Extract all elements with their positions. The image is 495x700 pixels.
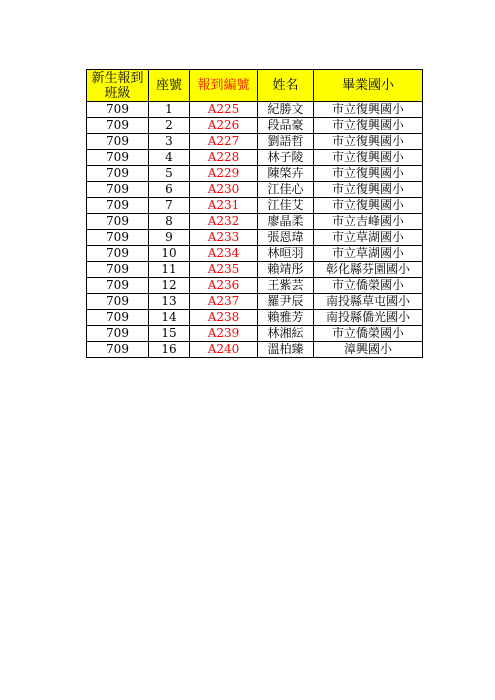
name-cell: 張恩瑋 bbox=[258, 230, 314, 246]
school-cell: 市立吉峰國小 bbox=[314, 214, 423, 230]
registration-number-cell: A227 bbox=[190, 134, 258, 150]
name-cell: 林湘紜 bbox=[258, 326, 314, 342]
class-cell: 709 bbox=[87, 342, 149, 358]
table-row bbox=[87, 166, 423, 182]
school-cell: 市立復興國小 bbox=[314, 150, 423, 166]
registration-number-cell: A233 bbox=[190, 230, 258, 246]
registration-number-cell: A237 bbox=[190, 294, 258, 310]
table-row bbox=[87, 214, 423, 230]
name-cell: 林晅羽 bbox=[258, 246, 314, 262]
registration-number-cell: A235 bbox=[190, 262, 258, 278]
spreadsheet bbox=[86, 69, 423, 358]
seat-number-cell: 16 bbox=[149, 342, 190, 358]
name-cell: 陳棨卉 bbox=[258, 166, 314, 182]
student-table bbox=[86, 69, 423, 358]
header-registration-number: 報到編號 bbox=[190, 70, 258, 102]
school-cell: 漳興國小 bbox=[314, 342, 423, 358]
registration-number-cell: A240 bbox=[190, 342, 258, 358]
school-cell: 南投縣僑光國小 bbox=[314, 310, 423, 326]
school-cell: 市立復興國小 bbox=[314, 134, 423, 150]
school-cell: 市立草湖國小 bbox=[314, 230, 423, 246]
table-row bbox=[87, 342, 423, 358]
table-row bbox=[87, 102, 423, 118]
seat-number-cell: 2 bbox=[149, 118, 190, 134]
name-cell: 江佳心 bbox=[258, 182, 314, 198]
school-cell: 南投縣草屯國小 bbox=[314, 294, 423, 310]
seat-number-cell: 11 bbox=[149, 262, 190, 278]
header-seat-number: 座號 bbox=[149, 70, 190, 102]
table-row bbox=[87, 198, 423, 214]
school-cell: 市立復興國小 bbox=[314, 102, 423, 118]
seat-number-cell: 10 bbox=[149, 246, 190, 262]
class-cell: 709 bbox=[87, 102, 149, 118]
name-cell: 江佳艾 bbox=[258, 198, 314, 214]
registration-number-cell: A236 bbox=[190, 278, 258, 294]
class-cell: 709 bbox=[87, 134, 149, 150]
table-row bbox=[87, 150, 423, 166]
registration-number-cell: A238 bbox=[190, 310, 258, 326]
name-cell: 溫柏臻 bbox=[258, 342, 314, 358]
header-name: 姓名 bbox=[258, 70, 314, 102]
name-cell: 羅尹辰 bbox=[258, 294, 314, 310]
registration-number-cell: A230 bbox=[190, 182, 258, 198]
class-cell: 709 bbox=[87, 294, 149, 310]
table-row bbox=[87, 230, 423, 246]
name-cell: 紀勝文 bbox=[258, 102, 314, 118]
school-cell: 市立草湖國小 bbox=[314, 246, 423, 262]
registration-number-cell: A234 bbox=[190, 246, 258, 262]
table-row bbox=[87, 246, 423, 262]
table-row bbox=[87, 310, 423, 326]
class-cell: 709 bbox=[87, 278, 149, 294]
registration-number-cell: A239 bbox=[190, 326, 258, 342]
registration-number-cell: A228 bbox=[190, 150, 258, 166]
name-cell: 王紫芸 bbox=[258, 278, 314, 294]
seat-number-cell: 3 bbox=[149, 134, 190, 150]
name-cell: 賴靖彤 bbox=[258, 262, 314, 278]
name-cell: 廖晶柔 bbox=[258, 214, 314, 230]
registration-number-cell: A226 bbox=[190, 118, 258, 134]
seat-number-cell: 1 bbox=[149, 102, 190, 118]
class-cell: 709 bbox=[87, 326, 149, 342]
school-cell: 市立復興國小 bbox=[314, 118, 423, 134]
name-cell: 林子陵 bbox=[258, 150, 314, 166]
table-row bbox=[87, 118, 423, 134]
name-cell: 劉語哲 bbox=[258, 134, 314, 150]
seat-number-cell: 9 bbox=[149, 230, 190, 246]
table-row bbox=[87, 262, 423, 278]
registration-number-cell: A232 bbox=[190, 214, 258, 230]
seat-number-cell: 12 bbox=[149, 278, 190, 294]
seat-number-cell: 14 bbox=[149, 310, 190, 326]
class-cell: 709 bbox=[87, 310, 149, 326]
school-cell: 市立僑榮國小 bbox=[314, 278, 423, 294]
school-cell: 市立復興國小 bbox=[314, 198, 423, 214]
table-row bbox=[87, 326, 423, 342]
seat-number-cell: 8 bbox=[149, 214, 190, 230]
table-row bbox=[87, 182, 423, 198]
header-row bbox=[87, 70, 423, 102]
class-cell: 709 bbox=[87, 166, 149, 182]
registration-number-cell: A229 bbox=[190, 166, 258, 182]
school-cell: 市立復興國小 bbox=[314, 182, 423, 198]
school-cell: 市立僑榮國小 bbox=[314, 326, 423, 342]
seat-number-cell: 13 bbox=[149, 294, 190, 310]
header-class: 新生報到 班級 bbox=[87, 70, 149, 102]
class-cell: 709 bbox=[87, 262, 149, 278]
registration-number-cell: A225 bbox=[190, 102, 258, 118]
name-cell: 段品豪 bbox=[258, 118, 314, 134]
seat-number-cell: 15 bbox=[149, 326, 190, 342]
class-cell: 709 bbox=[87, 198, 149, 214]
class-cell: 709 bbox=[87, 150, 149, 166]
class-cell: 709 bbox=[87, 214, 149, 230]
seat-number-cell: 4 bbox=[149, 150, 190, 166]
registration-number-cell: A231 bbox=[190, 198, 258, 214]
school-cell: 市立復興國小 bbox=[314, 166, 423, 182]
seat-number-cell: 7 bbox=[149, 198, 190, 214]
table-row bbox=[87, 278, 423, 294]
table-row bbox=[87, 134, 423, 150]
seat-number-cell: 5 bbox=[149, 166, 190, 182]
header-elementary-school: 畢業國小 bbox=[314, 70, 423, 102]
name-cell: 賴雅芳 bbox=[258, 310, 314, 326]
school-cell: 彰化縣芬園國小 bbox=[314, 262, 423, 278]
seat-number-cell: 6 bbox=[149, 182, 190, 198]
table-row bbox=[87, 294, 423, 310]
class-cell: 709 bbox=[87, 230, 149, 246]
class-cell: 709 bbox=[87, 182, 149, 198]
class-cell: 709 bbox=[87, 246, 149, 262]
class-cell: 709 bbox=[87, 118, 149, 134]
